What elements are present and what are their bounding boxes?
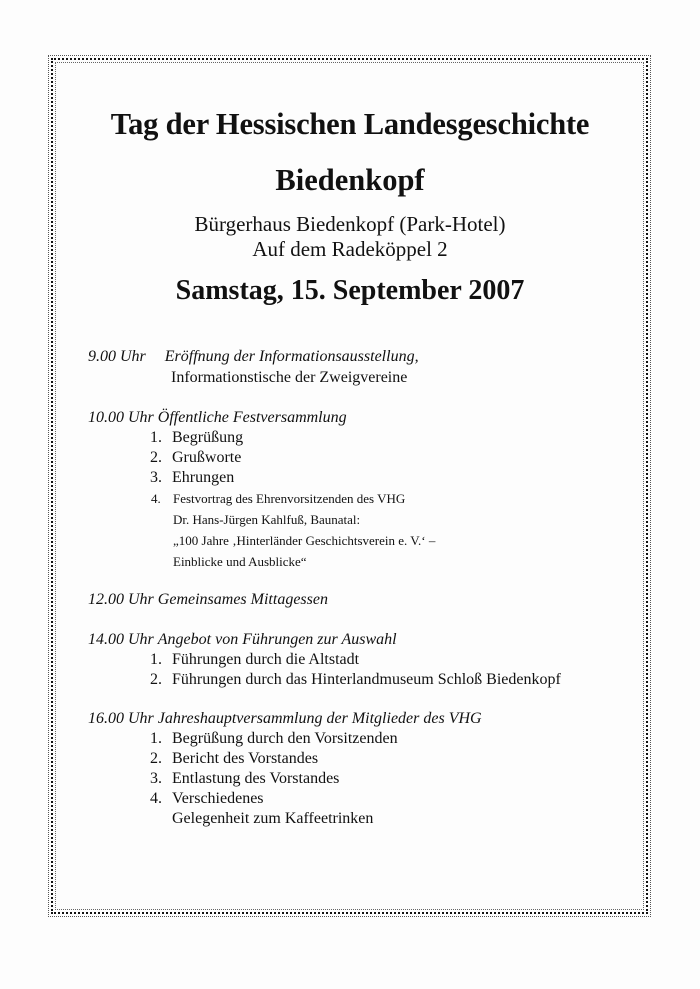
list-text: Ehrungen (172, 469, 235, 486)
list-text: Begrüßung (172, 429, 244, 446)
program-continuation: Gelegenheit zum Kaffeetrinken (172, 810, 374, 827)
list-number: 3. (150, 469, 162, 486)
event-date: Samstag, 15. September 2007 (175, 275, 525, 306)
program-title: Angebot von Führungen zur Auswahl (157, 631, 397, 648)
program-entry-0900 (88, 347, 419, 367)
list-number: 4. (150, 790, 162, 807)
list-text: Festvortrag des Ehrenvorsitzenden des VHG (173, 491, 406, 506)
list-text: Verschiedenes (172, 790, 264, 807)
list-text: Entlastung des Vorstandes (172, 770, 340, 787)
program-entry-1600 (88, 709, 482, 729)
list-item (151, 490, 405, 508)
list-number: 1. (150, 429, 162, 446)
program-continuation: Informationstische der Zweigvereine (171, 369, 408, 386)
list-item (150, 729, 398, 749)
program-time: 10.00 Uhr (88, 409, 154, 426)
list-number: 2. (150, 750, 162, 767)
program-entry-1000 (88, 408, 347, 428)
list-item (150, 468, 234, 488)
list-item (150, 650, 359, 670)
list-number: 1. (150, 730, 162, 747)
list-item (150, 448, 241, 468)
list-number: 1. (150, 651, 162, 668)
program-time: 16.00 Uhr (88, 710, 154, 727)
program-title: Öffentliche Festversammlung (157, 409, 347, 426)
program-title: Gemeinsames Mittagessen (157, 591, 328, 608)
list-text: Bericht des Vorstandes (172, 750, 319, 767)
event-title: Tag der Hessischen Landesgeschichte (110, 107, 590, 141)
program-time: 14.00 Uhr (88, 631, 154, 648)
list-item (150, 670, 561, 690)
program-time: 12.00 Uhr (88, 591, 154, 608)
list-text: Führungen durch das Hinterlandmuseum Schloß Biedenkopf (172, 671, 561, 688)
list-number: 3. (150, 770, 162, 787)
list-item (150, 749, 318, 769)
venue-address: Auf dem Radeköppel 2 (252, 237, 448, 261)
program-title: Jahreshauptversammlung der Mitglieder des VHG (157, 710, 482, 727)
lecture-speaker: Dr. Hans-Jürgen Kahlfuß, Baunatal: (173, 512, 361, 527)
list-number: 2. (150, 449, 162, 466)
list-number: 2. (150, 671, 162, 688)
list-item (150, 428, 243, 448)
program-entry-1200 (88, 590, 328, 610)
program-title: Eröffnung der Informationsausstellung, (164, 348, 419, 365)
venue-name: Bürgerhaus Biedenkopf (Park-Hotel) (194, 212, 506, 236)
lecture-title-line1: „100 Jahre ‚Hinterländer Geschichtsverein e. V.‘ – (173, 533, 436, 548)
list-item (150, 769, 339, 789)
list-item (150, 789, 264, 809)
program-time: 9.00 Uhr (88, 348, 146, 365)
list-text: Führungen durch die Altstadt (172, 651, 360, 668)
list-number: 4. (151, 491, 161, 506)
list-text: Grußworte (172, 449, 242, 466)
event-city: Biedenkopf (275, 163, 425, 197)
lecture-title-line2: Einblicke und Ausblicke“ (173, 554, 307, 569)
program-entry-1400 (88, 630, 397, 650)
list-text: Begrüßung durch den Vorsitzenden (172, 730, 398, 747)
